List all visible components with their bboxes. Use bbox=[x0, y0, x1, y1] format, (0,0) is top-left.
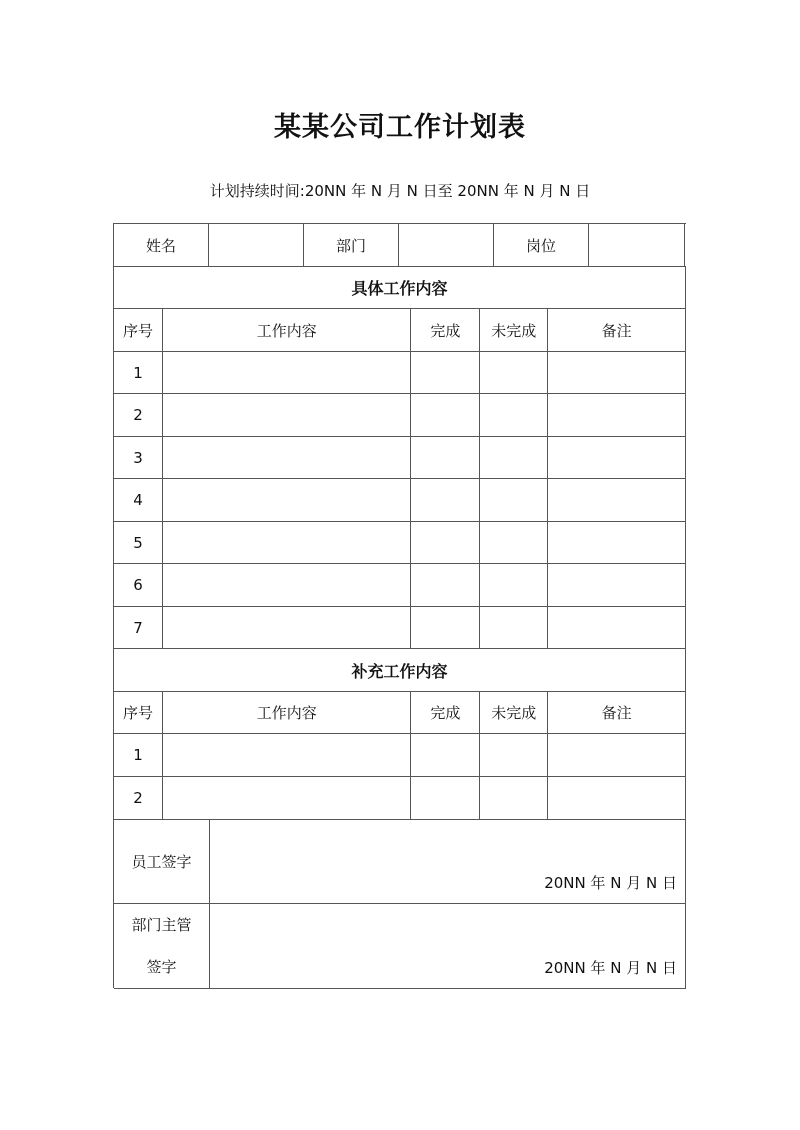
done-cell[interactable] bbox=[411, 437, 480, 478]
row-number: 2 bbox=[114, 394, 163, 436]
note-cell[interactable] bbox=[548, 479, 686, 521]
name-field[interactable] bbox=[209, 224, 304, 266]
table-row bbox=[114, 734, 686, 777]
column-header-note: 备注 bbox=[548, 692, 686, 733]
column-header-note: 备注 bbox=[548, 309, 686, 351]
done-cell[interactable] bbox=[411, 734, 480, 776]
name-label: 姓名 bbox=[114, 224, 209, 266]
table-row bbox=[114, 777, 686, 820]
content-cell[interactable] bbox=[163, 437, 412, 478]
column-header-done: 完成 bbox=[411, 309, 480, 351]
info-row bbox=[114, 224, 686, 267]
column-header-undone: 未完成 bbox=[480, 309, 548, 351]
column-header-content: 工作内容 bbox=[163, 309, 412, 351]
table-row bbox=[114, 479, 686, 522]
specific-section-heading-row bbox=[114, 267, 686, 309]
supplementary-section-heading-row bbox=[114, 649, 686, 692]
note-cell[interactable] bbox=[548, 607, 686, 648]
department-label: 部门 bbox=[304, 224, 399, 266]
content-cell[interactable] bbox=[163, 479, 412, 521]
work-plan-table bbox=[113, 223, 686, 988]
employee-signature-date: 20NN 年 N 月 N 日 bbox=[544, 874, 677, 892]
table-row bbox=[114, 522, 686, 564]
note-cell[interactable] bbox=[548, 564, 686, 606]
department-field[interactable] bbox=[399, 224, 494, 266]
done-cell[interactable] bbox=[411, 564, 480, 606]
row-number: 2 bbox=[114, 777, 163, 819]
position-field[interactable] bbox=[589, 224, 685, 266]
supplementary-table-header bbox=[114, 692, 686, 734]
content-cell[interactable] bbox=[163, 522, 412, 563]
undone-cell[interactable] bbox=[480, 564, 548, 606]
note-cell[interactable] bbox=[548, 734, 686, 776]
table-row bbox=[114, 352, 686, 394]
manager-signature-area[interactable] bbox=[210, 904, 686, 988]
column-header-undone: 未完成 bbox=[480, 692, 548, 733]
row-number: 1 bbox=[114, 734, 163, 776]
done-cell[interactable] bbox=[411, 352, 480, 393]
column-header-no: 序号 bbox=[114, 309, 163, 351]
position-label: 岗位 bbox=[494, 224, 589, 266]
employee-signature-label: 员工签字 bbox=[114, 820, 210, 903]
page-title: 某某公司工作计划表 bbox=[274, 112, 526, 143]
undone-cell[interactable] bbox=[480, 734, 548, 776]
done-cell[interactable] bbox=[411, 479, 480, 521]
manager-signature-row bbox=[114, 904, 686, 989]
row-number: 7 bbox=[114, 607, 163, 648]
specific-section-heading: 具体工作内容 bbox=[114, 267, 686, 308]
plan-duration: 计划持续时间:20NN 年 N 月 N 日至 20NN 年 N 月 N 日 bbox=[209, 182, 591, 200]
employee-signature-row bbox=[114, 820, 686, 904]
content-cell[interactable] bbox=[163, 394, 412, 436]
manager-signature-label-line2: 签字 bbox=[146, 958, 177, 976]
undone-cell[interactable] bbox=[480, 352, 548, 393]
undone-cell[interactable] bbox=[480, 607, 548, 648]
content-cell[interactable] bbox=[163, 777, 412, 819]
undone-cell[interactable] bbox=[480, 522, 548, 563]
column-header-done: 完成 bbox=[411, 692, 480, 733]
column-header-no: 序号 bbox=[114, 692, 163, 733]
note-cell[interactable] bbox=[548, 394, 686, 436]
content-cell[interactable] bbox=[163, 734, 412, 776]
done-cell[interactable] bbox=[411, 394, 480, 436]
table-row bbox=[114, 564, 686, 607]
content-cell[interactable] bbox=[163, 607, 412, 648]
undone-cell[interactable] bbox=[480, 777, 548, 819]
content-cell[interactable] bbox=[163, 352, 412, 393]
table-row bbox=[114, 437, 686, 479]
note-cell[interactable] bbox=[548, 522, 686, 563]
manager-signature-label-line1: 部门主管 bbox=[131, 916, 192, 934]
content-cell[interactable] bbox=[163, 564, 412, 606]
row-number: 5 bbox=[114, 522, 163, 563]
done-cell[interactable] bbox=[411, 522, 480, 563]
manager-signature-label bbox=[114, 904, 210, 988]
row-number: 1 bbox=[114, 352, 163, 393]
column-header-content: 工作内容 bbox=[163, 692, 412, 733]
manager-signature-date: 20NN 年 N 月 N 日 bbox=[544, 959, 677, 977]
done-cell[interactable] bbox=[411, 607, 480, 648]
row-number: 3 bbox=[114, 437, 163, 478]
specific-table-header bbox=[114, 309, 686, 352]
undone-cell[interactable] bbox=[480, 437, 548, 478]
done-cell[interactable] bbox=[411, 777, 480, 819]
undone-cell[interactable] bbox=[480, 394, 548, 436]
table-row bbox=[114, 394, 686, 437]
undone-cell[interactable] bbox=[480, 479, 548, 521]
note-cell[interactable] bbox=[548, 437, 686, 478]
supplementary-section-heading: 补充工作内容 bbox=[114, 649, 686, 691]
note-cell[interactable] bbox=[548, 777, 686, 819]
row-number: 4 bbox=[114, 479, 163, 521]
employee-signature-area[interactable] bbox=[210, 820, 686, 903]
note-cell[interactable] bbox=[548, 352, 686, 393]
row-number: 6 bbox=[114, 564, 163, 606]
table-row bbox=[114, 607, 686, 649]
